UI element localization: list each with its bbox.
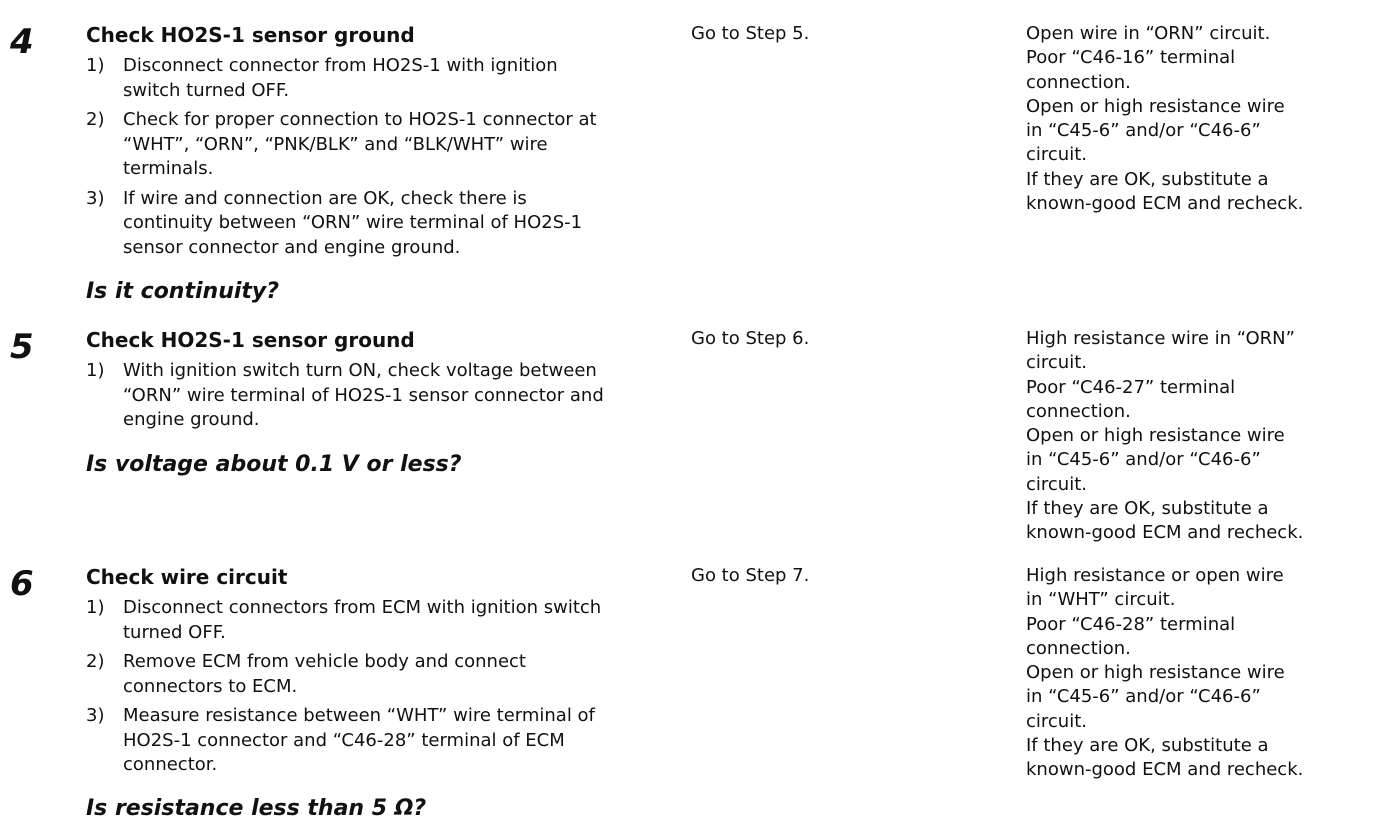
item-line: Disconnect connector from HO2S-1 with ignition bbox=[123, 55, 558, 76]
instruction-item bbox=[86, 359, 676, 433]
item-line: connector. bbox=[123, 754, 218, 775]
item-line: With ignition switch turn ON, check voltage between bbox=[123, 360, 597, 381]
no-action-line: circuit. bbox=[1026, 144, 1087, 166]
no-action-line: in “C45-6” and/or “C46-6” bbox=[1026, 686, 1261, 708]
step-question: Is it continuity? bbox=[86, 279, 280, 304]
step-number: 4 bbox=[10, 22, 34, 62]
step-title: Check wire circuit bbox=[86, 565, 288, 589]
instruction-item bbox=[86, 54, 676, 103]
item-line: sensor connector and engine ground. bbox=[123, 236, 461, 258]
instruction-item bbox=[86, 596, 676, 645]
instruction-item bbox=[86, 108, 676, 182]
no-action-line: in “C45-6” and/or “C46-6” bbox=[1026, 449, 1261, 471]
item-line: If wire and connection are OK, check there is bbox=[123, 187, 527, 209]
item-number: 1) bbox=[86, 597, 105, 618]
no-action-line: known-good ECM and recheck. bbox=[1026, 522, 1304, 544]
no-action-line: Poor “C46-28” terminal bbox=[1026, 613, 1236, 635]
step-instructions bbox=[86, 359, 676, 438]
no-action bbox=[1026, 564, 1366, 783]
no-action-line: Open or high resistance wire bbox=[1026, 95, 1285, 117]
item-line: “ORN” wire terminal of HO2S-1 sensor connector and bbox=[123, 384, 604, 406]
no-action-line: If they are OK, substitute a bbox=[1026, 498, 1269, 520]
no-action-line: in “WHT” circuit. bbox=[1026, 589, 1176, 611]
item-line: Disconnect connectors from ECM with ignition switch bbox=[123, 597, 602, 618]
item-line: continuity between “ORN” wire terminal of HO2S-1 bbox=[123, 212, 583, 233]
yes-action: Go to Step 7. bbox=[691, 565, 810, 586]
no-action bbox=[1026, 327, 1366, 546]
item-line: Remove ECM from vehicle body and connect bbox=[123, 651, 526, 672]
item-number: 3) bbox=[86, 187, 105, 209]
no-action-line: known-good ECM and recheck. bbox=[1026, 759, 1304, 781]
item-line: “WHT”, “ORN”, “PNK/BLK” and “BLK/WHT” wire bbox=[123, 133, 548, 155]
no-action-line: circuit. bbox=[1026, 473, 1087, 495]
no-action-line: High resistance wire in “ORN” bbox=[1026, 328, 1295, 349]
no-action-line: Poor “C46-16” terminal bbox=[1026, 47, 1236, 69]
no-action-line: circuit. bbox=[1026, 710, 1087, 732]
no-action-line: If they are OK, substitute a bbox=[1026, 735, 1269, 757]
no-action-line: Open or high resistance wire bbox=[1026, 425, 1285, 447]
no-action-line: Poor “C46-27” terminal bbox=[1026, 376, 1236, 398]
no-action-line: connection. bbox=[1026, 400, 1131, 422]
no-action-line: connection. bbox=[1026, 637, 1131, 659]
no-action bbox=[1026, 22, 1366, 216]
step-number: 6 bbox=[10, 564, 34, 604]
item-line: turned OFF. bbox=[123, 621, 226, 643]
yes-action: Go to Step 6. bbox=[691, 328, 810, 349]
item-line: engine ground. bbox=[123, 409, 260, 430]
no-action-line: circuit. bbox=[1026, 352, 1087, 374]
step-title: Check HO2S-1 sensor ground bbox=[86, 23, 415, 47]
item-number: 3) bbox=[86, 705, 105, 726]
item-line: Measure resistance between “WHT” wire terminal of bbox=[123, 705, 595, 726]
item-number: 2) bbox=[86, 109, 105, 130]
instruction-item bbox=[86, 187, 676, 261]
no-action-line: in “C45-6” and/or “C46-6” bbox=[1026, 120, 1261, 142]
step-question: Is voltage about 0.1 V or less? bbox=[86, 452, 462, 477]
no-action-line: connection. bbox=[1026, 71, 1131, 93]
item-number: 2) bbox=[86, 651, 105, 672]
item-line: Check for proper connection to HO2S-1 connector at bbox=[123, 109, 597, 130]
item-line: HO2S-1 connector and “C46-28” terminal of ECM bbox=[123, 729, 565, 751]
no-action-line: High resistance or open wire bbox=[1026, 565, 1284, 586]
item-line: terminals. bbox=[123, 158, 214, 179]
step-question: Is resistance less than 5 Ω? bbox=[86, 796, 427, 821]
step-title: Check HO2S-1 sensor ground bbox=[86, 328, 415, 352]
no-action-line: Open wire in “ORN” circuit. bbox=[1026, 23, 1271, 44]
step-instructions bbox=[86, 596, 676, 783]
instruction-item bbox=[86, 704, 676, 778]
item-line: connectors to ECM. bbox=[123, 675, 298, 697]
item-number: 1) bbox=[86, 55, 105, 76]
no-action-line: Open or high resistance wire bbox=[1026, 662, 1285, 684]
item-line: switch turned OFF. bbox=[123, 79, 290, 101]
step-instructions bbox=[86, 54, 676, 265]
no-action-line: known-good ECM and recheck. bbox=[1026, 193, 1304, 215]
item-number: 1) bbox=[86, 360, 105, 381]
no-action-line: If they are OK, substitute a bbox=[1026, 168, 1269, 190]
instruction-item bbox=[86, 650, 676, 699]
yes-action: Go to Step 5. bbox=[691, 23, 810, 44]
step-number: 5 bbox=[10, 327, 34, 367]
